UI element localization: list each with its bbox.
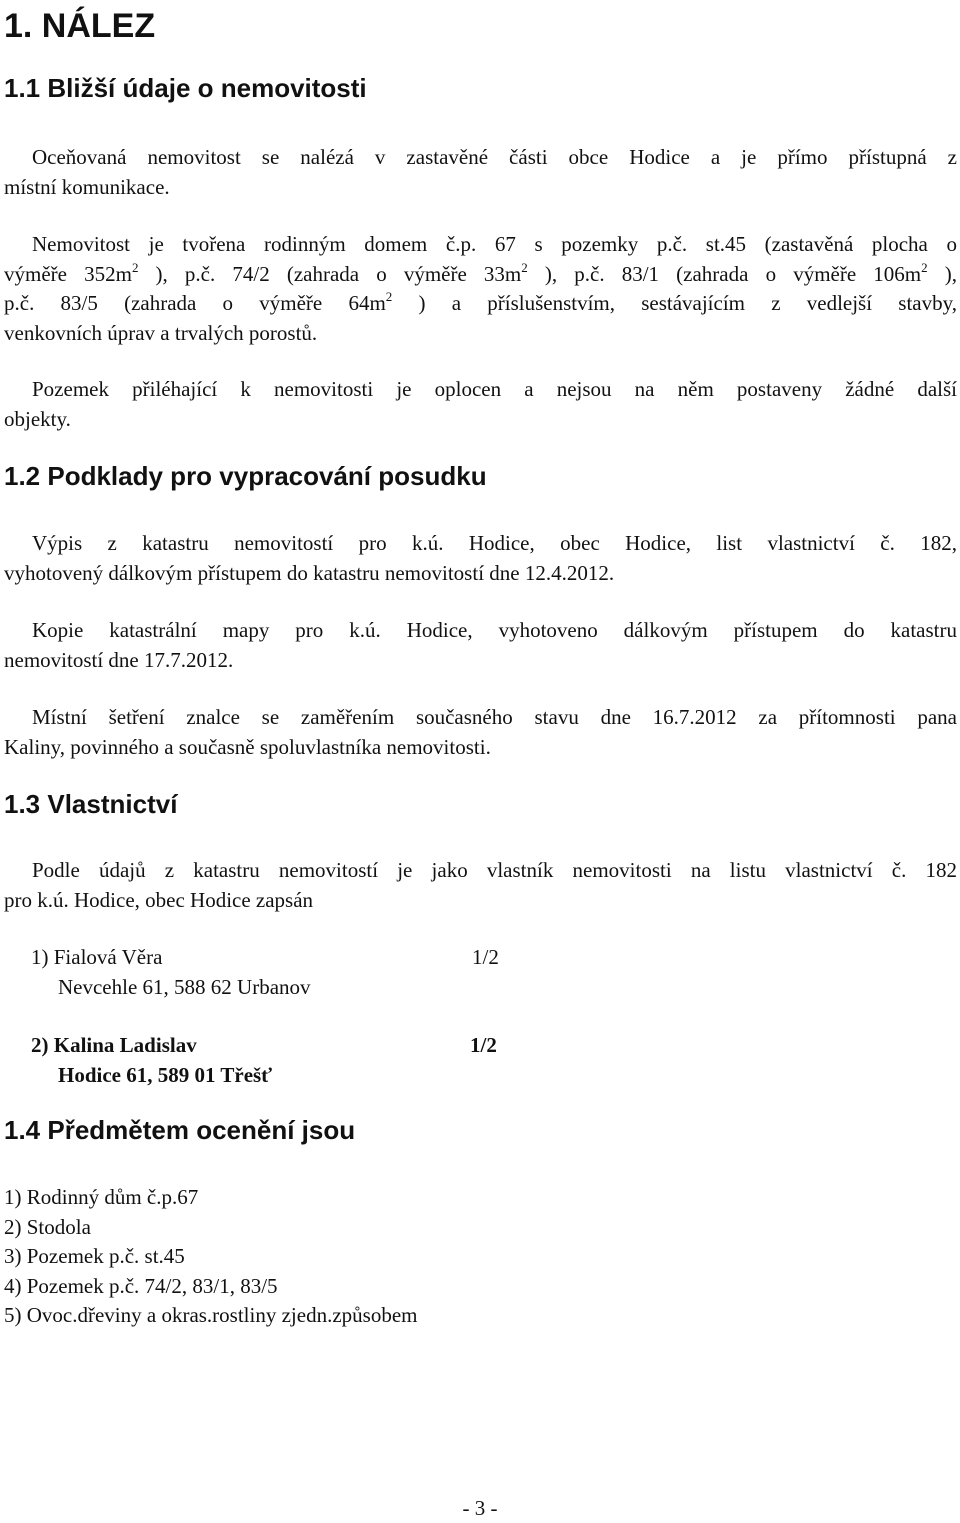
paragraph-line: p.č. 83/5 (zahrada o výměře $64m^2$ ) a příslušenstvím, sestávajícím z vedlejší stavby, <box>4 289 957 315</box>
paragraph-land <box>4 375 957 434</box>
paragraph-line: vyhotovený dálkovým přístupem do katastru nemovitostí dne 12.4.2012. <box>4 560 615 585</box>
paragraph-line: nemovitostí dne 17.7.2012. <box>4 647 234 672</box>
paragraph-line: pro k.ú. Hodice, obec Hodice zapsán <box>4 887 314 912</box>
paragraph-line: Místní šetření znalce se zaměřením současného stavu dne 16.7.2012 za přítomnosti pana <box>32 705 957 729</box>
paragraph-site-inspection <box>4 703 957 762</box>
paragraph-line: Kopie katastrální mapy pro k.ú. Hodice, vyhotoveno dálkovým přístupem do katastru <box>32 618 957 642</box>
paragraph-line: objekty. <box>4 406 71 431</box>
owner-share: 1/2 <box>472 945 499 969</box>
paragraph-line: Podle údajů z katastru nemovitostí je jako vlastník nemovitosti na listu vlastnictví č. 182 <box>32 858 957 882</box>
paragraph-cadastre-extract <box>4 529 957 588</box>
paragraph-cadastral-map <box>4 616 957 675</box>
paragraph-location <box>4 143 957 202</box>
paragraph-line: Oceňovaná nemovitost se nalézá v zastavěné části obce Hodice a je přímo přístupná z <box>32 145 957 169</box>
paragraph-line: venkovních úprav a trvalých porostů. <box>4 320 318 345</box>
paragraph-line: Výpis z katastru nemovitostí pro k.ú. Hodice, obec Hodice, list vlastnictví č. 182, <box>32 531 957 555</box>
section-title-1-4: 1.4 Předmětem ocenění jsou <box>4 1115 356 1145</box>
page-heading: 1. NÁLEZ <box>4 7 156 45</box>
paragraph-line: Pozemek přiléhající k nemovitosti je oplocen a nejsou na něm postaveny žádné další <box>32 377 957 401</box>
owner-address: Nevcehle 61, 588 62 Urbanov <box>58 974 311 999</box>
paragraph-line: místní komunikace. <box>4 174 170 199</box>
page-number: - 3 - <box>462 1496 498 1520</box>
list-item: 2) Stodola <box>4 1214 91 1239</box>
list-item: 5) Ovoc.dřeviny a okras.rostliny zjedn.způsobem <box>4 1303 418 1327</box>
valuation-items-list <box>4 1183 417 1331</box>
list-item: 4) Pozemek p.č. 74/2, 83/1, 83/5 <box>4 1273 278 1298</box>
owner-name: 1) Fialová Věra <box>31 945 163 969</box>
owner-name: 2) Kalina Ladislav <box>31 1033 197 1057</box>
paragraph-line: Nemovitost je tvořena rodinným domem č.p. 67 s pozemky p.č. st.45 (zastavěná plocha o <box>32 232 957 256</box>
paragraph-line: Kaliny, povinného a současně spoluvlastníka nemovitosti. <box>4 734 491 759</box>
list-item: 3) Pozemek p.č. st.45 <box>4 1244 185 1268</box>
section-title-1-1: 1.1 Bližší údaje o nemovitosti <box>4 73 367 103</box>
list-item: 1) Rodinný dům č.p.67 <box>4 1185 199 1209</box>
section-title-1-3: 1.3 Vlastnictví <box>4 789 178 819</box>
owner-address: Hodice 61, 589 01 Třešť <box>58 1062 273 1087</box>
section-title-1-2: 1.2 Podklady pro vypracování posudku <box>4 461 487 491</box>
owner-share: 1/2 <box>470 1033 497 1057</box>
paragraph-line: výměře $352m^2$ ), p.č. 74/2 (zahrada o výměře $33m^2$ ), p.č. 83/1 (zahrada o výměře $106m^2$ ), <box>4 259 957 286</box>
paragraph-ownership <box>4 856 957 915</box>
paragraph-property-description <box>4 230 957 348</box>
